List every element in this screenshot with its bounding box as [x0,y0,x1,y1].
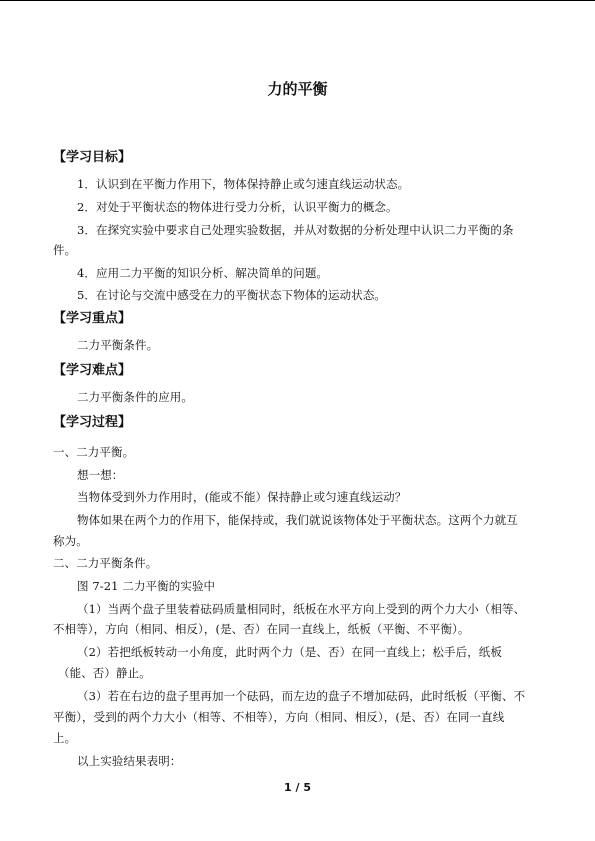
goal-item-1: 1．认识到在平衡力作用下，物体保持静止或匀速直线运动状态。 [77,177,410,191]
page-title: 力的平衡 [267,80,328,98]
process-line-15: 以上实验结果表明： [77,754,182,768]
process-line-5: 称为。 [53,534,88,548]
process-line-9: 不相等），方向（相同、相反），(是、否）在同一直线上，纸板（平衡、不平衡）。 [53,622,470,636]
process-line-14: 上。 [53,731,77,745]
process-line-4: 物体如果在两个力的作用下，能保持或，我们就说该物体处于平衡状态。这两个力就互 [77,513,518,527]
process-line-8: （1）当两个盘子里装着砝码质量相同时，纸板在水平方向上受到的两个力大小（相等、 [77,602,526,616]
section-heading-key: 【学习重点】 [53,311,132,326]
process-line-1: 一、二力平衡。 [53,445,135,459]
process-line-6: 二、二力平衡条件。 [53,556,158,570]
process-line-10: （2）若把纸板转动一小角度，此时两个力（是、否）在同一直线上；松手后，纸板 [77,645,503,659]
goal-item-3: 3．在探究实验中要求自己处理实验数据，并从对数据的分析处理中认识二力平衡的条 [77,223,514,237]
page-number: 1 / 5 [284,781,311,794]
section-heading-process: 【学习过程】 [53,415,132,430]
process-line-2: 想一想： [77,468,124,482]
process-line-7: 图 7-21 二力平衡的实验中 [77,579,216,593]
section-heading-goals: 【学习目标】 [53,150,132,165]
process-line-12: （3）若在右边的盘子里再加一个砝码，而左边的盘子不增加砝码，此时纸板（平衡、不 [77,689,526,703]
goal-item-5: 5．在讨论与交流中感受在力的平衡状态下物体的运动状态。 [77,288,387,302]
difficulty-text: 二力平衡条件的应用。 [77,390,193,404]
process-line-11: （能、否）静止。 [58,666,151,680]
section-heading-difficulty: 【学习难点】 [53,363,132,378]
process-line-13: 平衡），受到的两个力大小（相等、不相等），方向（相同、相反），(是、否）在同一直线 [53,710,505,724]
goal-item-4: 4．应用二力平衡的知识分析、解决简单的问题。 [77,266,329,280]
goal-item-3-cont: 件。 [53,243,77,257]
key-text: 二力平衡条件。 [77,338,159,352]
process-line-3: 当物体受到外力作用时，(能或不能）保持静止或匀速直线运动？ [77,490,407,504]
goal-item-2: 2．对处于平衡状态的物体进行受力分析，认识平衡力的概念。 [77,200,398,214]
